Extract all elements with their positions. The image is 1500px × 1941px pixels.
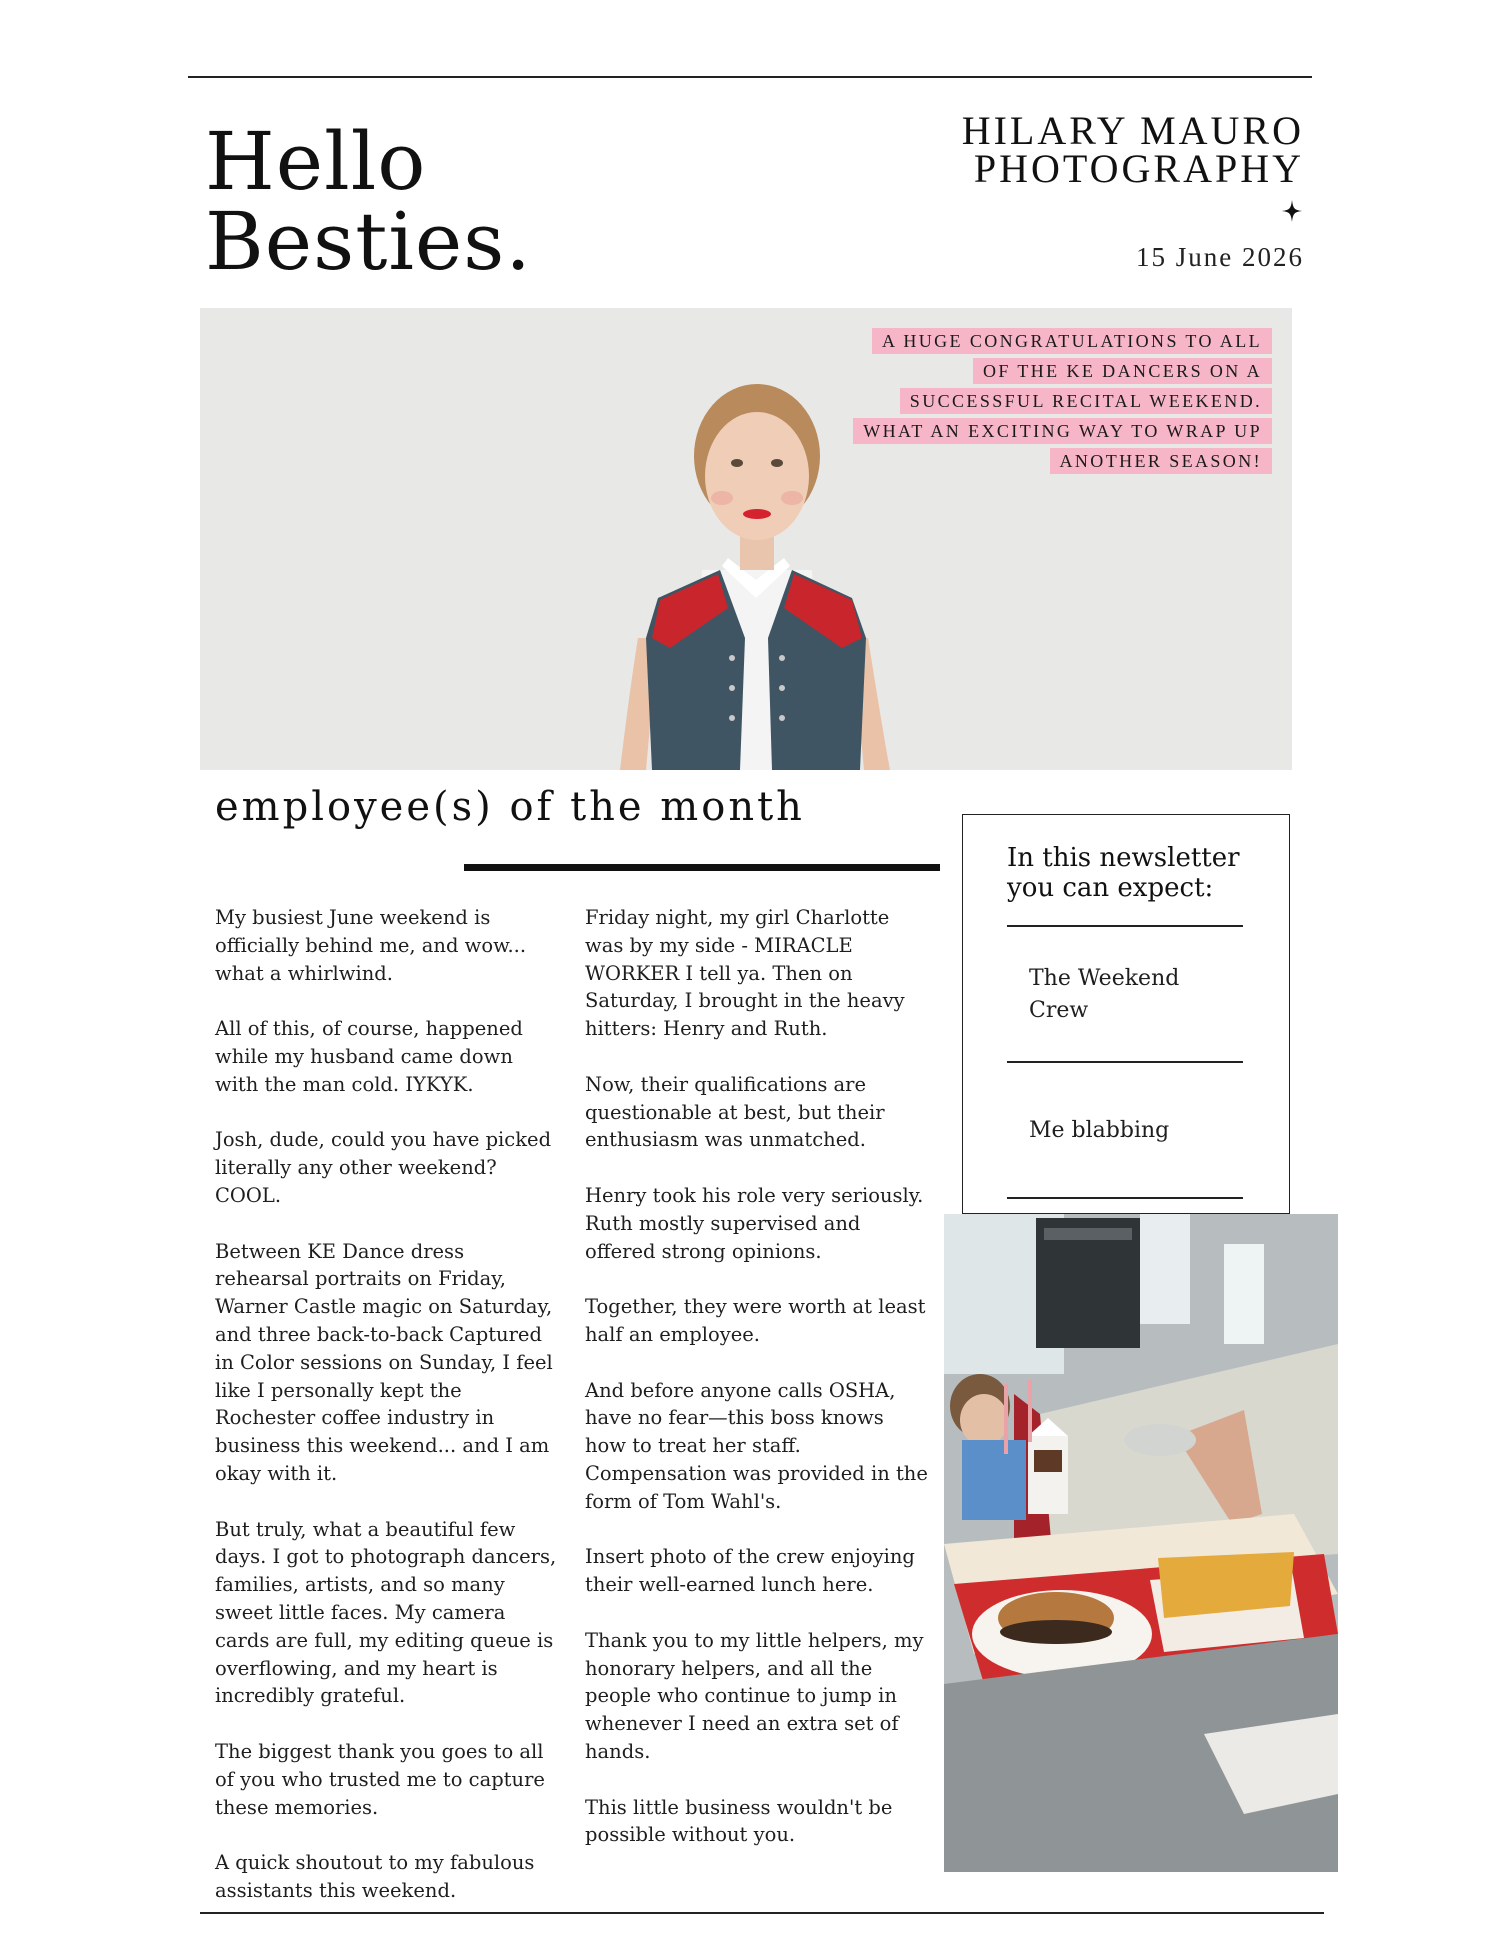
contents-item-me-blabbing: Me blabbing <box>1029 1118 1170 1143</box>
callout-line-2: OF THE KE DANCERS ON A <box>973 358 1272 384</box>
section-title-underline <box>464 864 940 871</box>
contents-divider <box>1007 1197 1243 1199</box>
lunch-photo <box>944 1214 1338 1872</box>
contents-item-line: Crew <box>1029 998 1089 1023</box>
contents-heading-line-1: In this newsletter <box>1007 843 1240 873</box>
article-paragraph: Between KE Dance dress rehearsal portraits on Friday, Warner Castle magic on Saturday, and three back-to-back Captured in Color sessions on Sunday, I feel like I personally kept the Rochester coffee industry in business this weekend... and I am okay with it. <box>215 1239 553 1485</box>
article-paragraph: All of this, of course, happened while my husband came down with the man cold. IYKYK. <box>215 1017 523 1096</box>
hero-photo-girl <box>200 308 1292 770</box>
article-paragraph: Josh, dude, could you have picked literally any other weekend? COOL. <box>215 1128 552 1207</box>
article-paragraph: My busiest June weekend is officially behind me, and wow... what a whirlwind. <box>215 906 527 985</box>
diner-lunch-illustration <box>944 1214 1338 1872</box>
article-paragraph: Friday night, my girl Charlotte was by my side - MIRACLE WORKER I tell ya. Then on Saturday, I brought in the heavy hitters: Henry and Ruth. <box>585 906 905 1041</box>
top-divider <box>188 76 1312 78</box>
article-paragraph: But truly, what a beautiful few days. I got to photograph dancers, families, artists, and so many sweet little faces. My camera cards are full, my editing queue is overflowing, and my heart is incredibly grateful. <box>215 1517 557 1708</box>
brand-logo-text <box>961 108 1304 191</box>
newsletter-date: 15 June 2026 <box>1136 242 1304 272</box>
contents-heading <box>1007 843 1240 903</box>
section-title: employee(s) of the month <box>215 784 805 830</box>
greeting-line-1: Hello <box>205 115 427 208</box>
callout-line-1: A HUGE CONGRATULATIONS TO ALL <box>872 328 1272 354</box>
contents-item-line: The Weekend <box>1029 966 1180 991</box>
bottom-divider <box>200 1912 1324 1914</box>
congratulations-callout <box>853 326 1272 476</box>
greeting-title <box>205 115 532 288</box>
brand-line-2: PHOTOGRAPHY <box>973 146 1304 191</box>
article-paragraph: And before anyone calls OSHA, have no fear—this boss knows how to treat her staff. Compensation was provided in the form of Tom Wahl's. <box>585 1378 928 1513</box>
article-paragraph: Henry took his role very seriously. Ruth mostly supervised and offered strong opinions. <box>585 1183 924 1263</box>
article-paragraph: This little business wouldn't be possible without you. <box>585 1795 893 1847</box>
article-column-right <box>585 904 930 1877</box>
article-paragraph: Insert photo of the crew enjoying their well-earned lunch here. <box>585 1545 915 1597</box>
article-paragraph: A quick shoutout to my fabulous assistants this weekend. <box>215 1851 535 1902</box>
greeting-line-2: Besties. <box>205 195 532 288</box>
article-paragraph: Now, their qualifications are questionable at best, but their enthusiasm was unmatched. <box>585 1072 885 1152</box>
brand-line-1: HILARY MAURO <box>961 108 1304 153</box>
contents-divider <box>1007 925 1243 927</box>
contents-divider <box>1007 1061 1243 1063</box>
article-column-left <box>215 904 560 1932</box>
article-paragraph: Thank you to my little helpers, my honorary helpers, and all the people who continue to jump in whenever I need an extra set of hands. <box>585 1628 924 1763</box>
contents-item-weekend-crew <box>1029 963 1229 1027</box>
callout-line-5: ANOTHER SEASON! <box>1050 448 1273 474</box>
article-paragraph: The biggest thank you goes to all of you who trusted me to capture these memories. <box>215 1739 545 1819</box>
callout-line-4: WHAT AN EXCITING WAY TO WRAP UP <box>853 418 1272 444</box>
newsletter-contents-box <box>962 814 1290 1214</box>
sparkle-icon <box>1282 200 1302 222</box>
article-paragraph: Together, they were worth at least half an employee. <box>585 1295 926 1346</box>
contents-heading-line-2: you can expect: <box>1007 873 1214 903</box>
callout-line-3: SUCCESSFUL RECITAL WEEKEND. <box>900 388 1272 414</box>
